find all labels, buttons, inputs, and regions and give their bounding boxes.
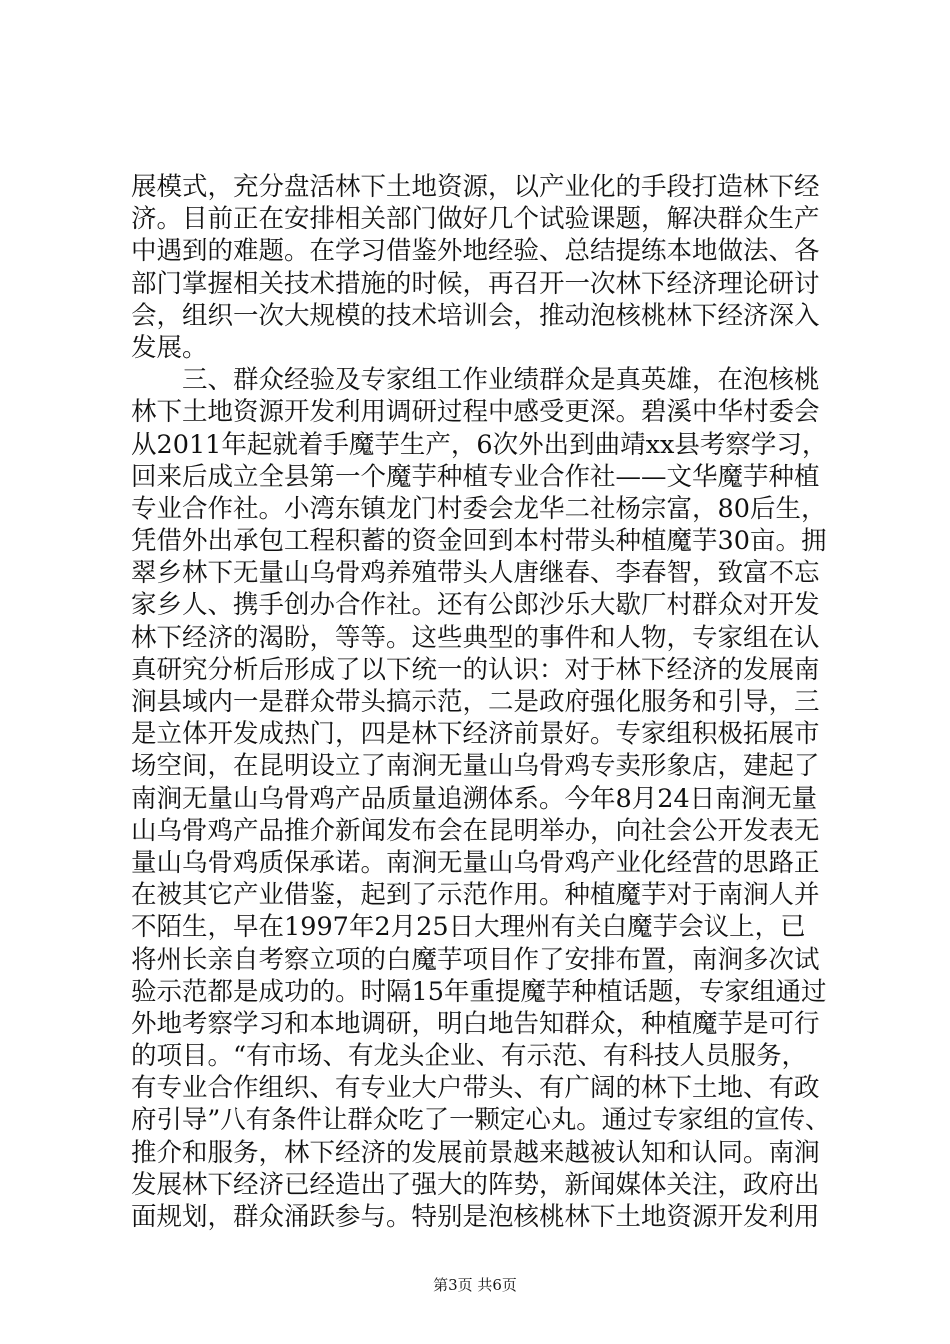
text-line: 会，组织一次大规模的技术培训会，推动泡核桃林下经济深入 bbox=[131, 300, 820, 331]
body-text bbox=[131, 171, 831, 1233]
text-line: 是立体开发成热门，四是林下经济前景好。专家组积极拓展市 bbox=[131, 719, 820, 750]
text-line: 凭借外出承包工程积蓄的资金回到本村带头种植魔芋30亩。拥 bbox=[131, 526, 827, 557]
text-line: 林下经济的渴盼，等等。这些典型的事件和人物，专家组在认 bbox=[131, 622, 820, 653]
text-line: 三、群众经验及专家组工作业绩群众是真英雄，在泡核桃 bbox=[131, 365, 820, 396]
text-line: 不陌生，早在1997年2月25日大理州有关白魔芋会议上，已 bbox=[131, 912, 806, 943]
text-line: 的项目。“有市场、有龙头企业、有示范、有科技人员服务， bbox=[131, 1041, 808, 1072]
text-line: 真研究分析后形成了以下统一的认识：对于林下经济的发展南 bbox=[131, 654, 820, 685]
text-line: 济。目前正在安排相关部门做好几个试验课题，解决群众生产 bbox=[131, 204, 820, 235]
text-line: 发展林下经济已经造出了强大的阵势，新闻媒体关注，政府出 bbox=[131, 1169, 820, 1200]
page-footer: 第3页 共6页 bbox=[433, 1276, 517, 1294]
text-line: 外地考察学习和本地调研，明白地告知群众，种植魔芋是可行 bbox=[131, 1008, 820, 1039]
text-line: 从2011年起就着手魔芋生产，6次外出到曲靖xx县考察学习， bbox=[131, 429, 828, 460]
text-line: 专业合作社。小湾东镇龙门村委会龙华二社杨宗富，80后生， bbox=[131, 493, 827, 524]
text-line: 将州长亲自考察立项的白魔芋项目作了安排布置，南涧多次试 bbox=[131, 944, 820, 975]
text-line: 涧县域内一是群众带头搞示范，二是政府强化服务和引导，三 bbox=[131, 687, 820, 717]
text-line: 量山乌骨鸡质保承诺。南涧无量山乌骨鸡产业化经营的思路正 bbox=[131, 847, 820, 878]
text-line: 发展。 bbox=[131, 332, 208, 363]
text-line: 面规划，群众涌跃参与。特别是泡核桃林下土地资源开发利用 bbox=[131, 1202, 820, 1232]
text-line: 部门掌握相关技术措施的时候，再召开一次林下经济理论研讨 bbox=[131, 268, 820, 299]
text-line: 家乡人、携手创办合作社。还有公郎沙乐大歇厂村群众对开发 bbox=[131, 590, 820, 621]
text-line: 翠乡林下无量山乌骨鸡养殖带头人唐继春、李春智，致富不忘 bbox=[131, 558, 820, 589]
text-line: 有专业合作组织、有专业大户带头、有广阔的林下土地、有政 bbox=[131, 1073, 820, 1104]
text-line: 山乌骨鸡产品推介新闻发布会在昆明举办，向社会公开发表无 bbox=[131, 815, 820, 846]
text-line: 展模式，充分盘活林下土地资源，以产业化的手段打造林下经 bbox=[131, 172, 820, 202]
text-line: 中遇到的难题。在学习借鉴外地经验、总结提练本地做法、各 bbox=[131, 236, 820, 267]
text-line: 回来后成立全县第一个魔芋种植专业合作社——文华魔芋种植 bbox=[131, 461, 820, 492]
text-line: 推介和服务，林下经济的发展前景越来越被认知和认同。南涧 bbox=[131, 1137, 820, 1168]
text-line: 场空间，在昆明设立了南涧无量山乌骨鸡专卖形象店，建起了 bbox=[131, 751, 820, 782]
text-line: 验示范都是成功的。时隔15年重提魔芋种植话题，专家组通过 bbox=[131, 976, 827, 1007]
text-line: 府引导”八有条件让群众吃了一颗定心丸。通过专家组的宣传、 bbox=[131, 1105, 831, 1136]
text-line: 南涧无量山乌骨鸡产品质量追溯体系。今年8月24日南涧无量 bbox=[131, 783, 818, 814]
text-line: 在被其它产业借鉴，起到了示范作用。种植魔芋对于南涧人并 bbox=[131, 880, 820, 911]
text-line: 林下土地资源开发利用调研过程中感受更深。碧溪中华村委会 bbox=[131, 397, 820, 428]
